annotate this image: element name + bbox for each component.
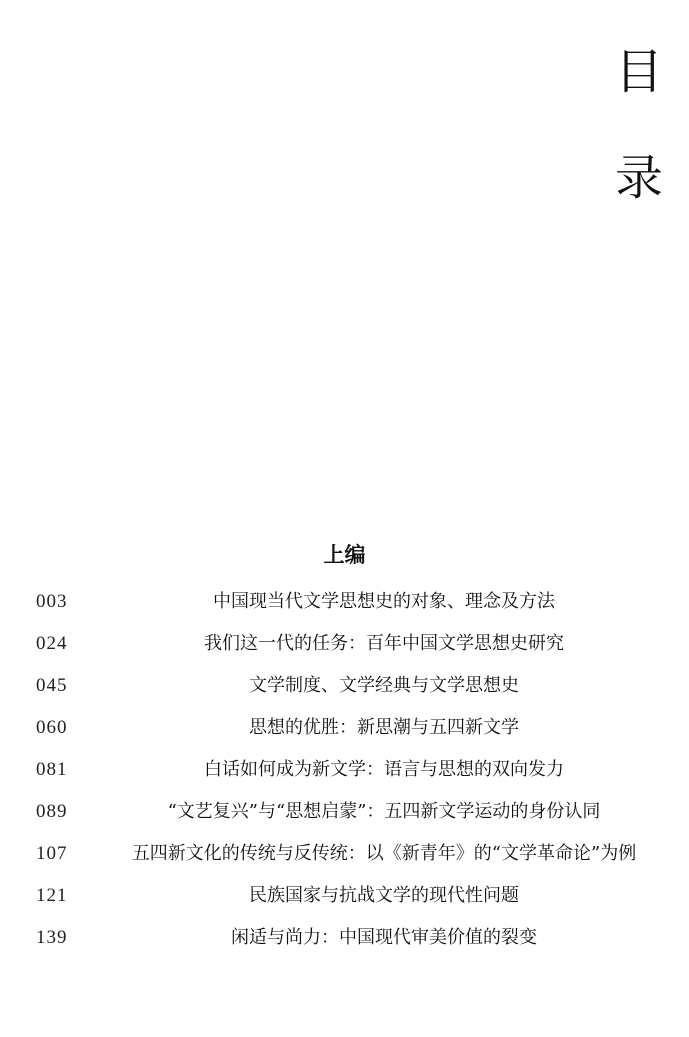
toc-page-number: 089 [36, 801, 68, 822]
toc-entry-title[interactable]: 中国现当代文学思想史的对象、理念及方法 [213, 591, 555, 612]
toc-entry-title[interactable]: 文学制度、文学经典与文学思想史 [249, 675, 519, 696]
toc-entry-title[interactable]: 白话如何成为新文学：语言与思想的双向发力 [204, 759, 564, 780]
table-of-contents [0, 586, 689, 964]
section-heading: 上编 [323, 542, 366, 567]
toc-entry[interactable] [0, 754, 689, 796]
toc-page-number: 003 [36, 591, 68, 612]
toc-entry-title[interactable]: 闲适与尚力：中国现代审美价值的裂变 [231, 927, 537, 948]
toc-entry[interactable] [0, 586, 689, 628]
toc-entry[interactable] [0, 796, 689, 838]
toc-entry[interactable] [0, 922, 689, 964]
toc-entry[interactable] [0, 880, 689, 922]
page-title-char: 录 [614, 150, 663, 206]
toc-page-number: 107 [36, 843, 68, 864]
toc-page-number: 024 [36, 633, 68, 654]
toc-entry[interactable] [0, 628, 689, 670]
toc-page-number: 081 [36, 759, 68, 780]
toc-entry-title[interactable]: 民族国家与抗战文学的现代性问题 [249, 885, 519, 906]
toc-entry-title[interactable]: “文艺复兴”与“思想启蒙”：五四新文学运动的身份认同 [167, 801, 601, 822]
page-title-char: 目 [614, 44, 663, 100]
toc-entry-title[interactable]: 思想的优胜：新思潮与五四新文学 [249, 717, 519, 738]
toc-entry[interactable] [0, 712, 689, 754]
toc-entry-title[interactable]: 五四新文化的传统与反传统：以《新青年》的“文学革命论”为例 [131, 843, 637, 864]
toc-page-number: 045 [36, 675, 68, 696]
toc-entry[interactable] [0, 670, 689, 712]
page-title [611, 44, 667, 206]
toc-page-number: 060 [36, 717, 68, 738]
toc-entry[interactable] [0, 838, 689, 880]
toc-page-number: 121 [36, 885, 68, 906]
toc-entry-title[interactable]: 我们这一代的任务：百年中国文学思想史研究 [204, 633, 564, 654]
toc-page-number: 139 [36, 927, 68, 948]
